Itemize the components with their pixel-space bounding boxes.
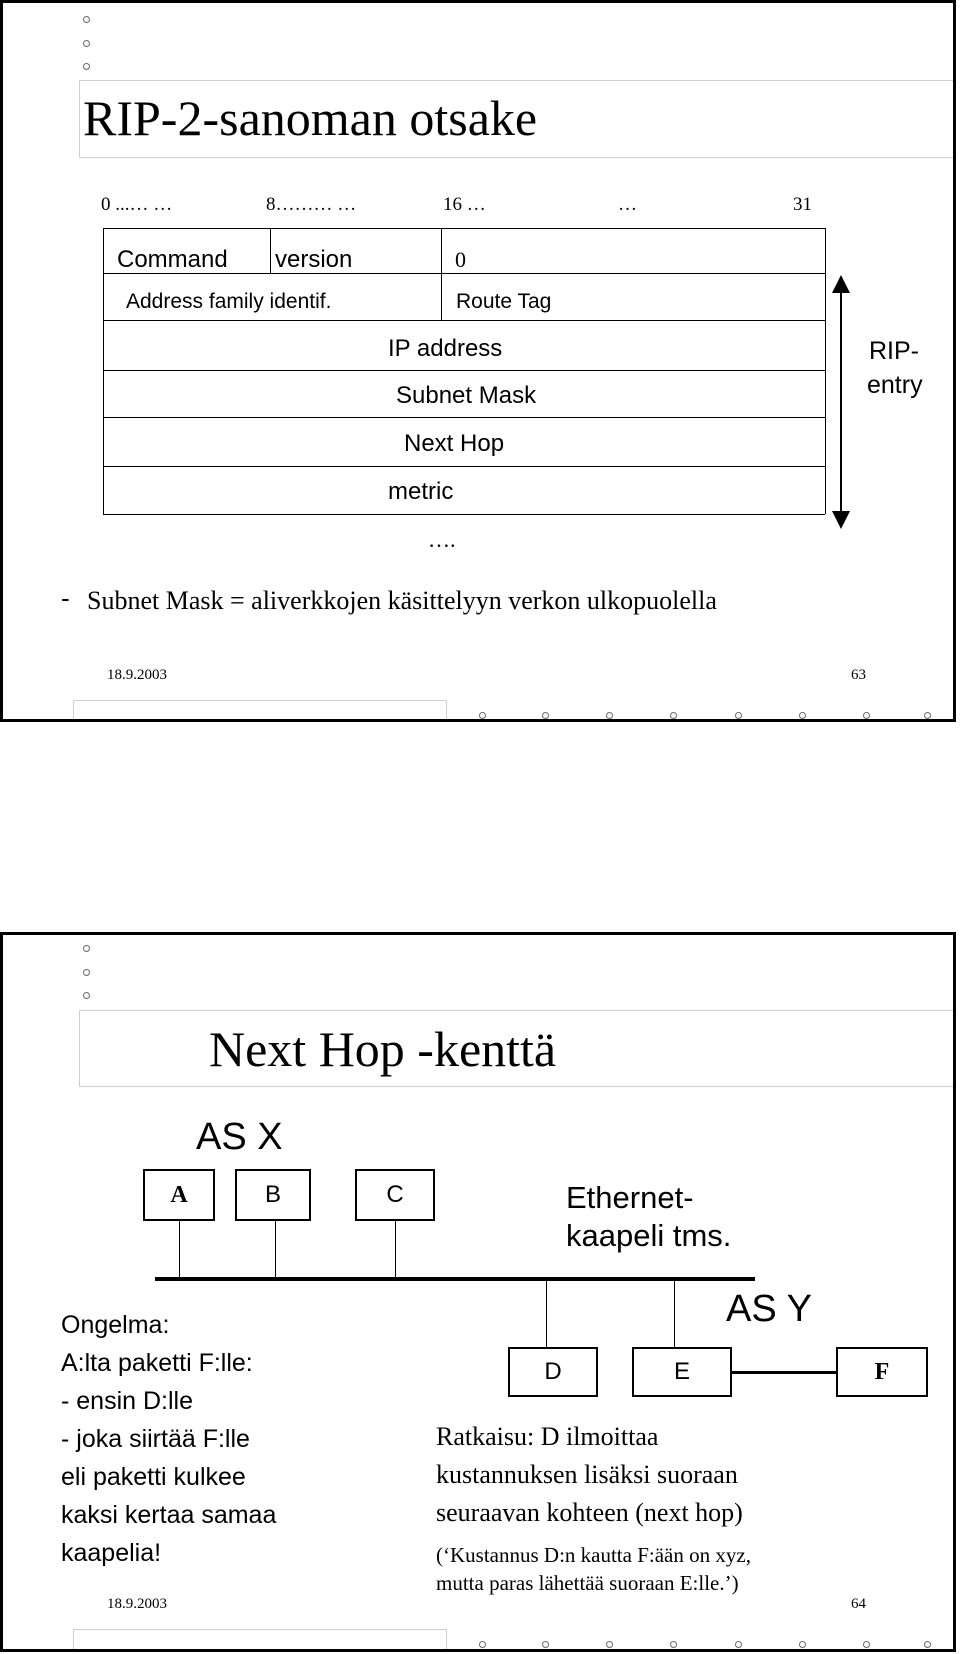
bit-label-8: 8……… … [266,194,357,215]
table-border-left [103,228,104,514]
table-row-divider [103,466,825,467]
decor-dot [735,1641,742,1648]
decor-dot [83,945,90,952]
decor-dot [606,1641,613,1648]
drop-cable [395,1221,396,1279]
field-subnet-mask: Subnet Mask [396,382,537,409]
host-b [235,1169,311,1221]
decor-dot [83,63,90,70]
field-next-hop: Next Hop [404,430,505,457]
note-line: mutta paras lähettää suoraan E:lle.’) [436,1571,739,1595]
drop-cable [674,1279,675,1347]
note-dash: - [61,583,70,613]
footer-date: 18.9.2003 [107,667,167,683]
footer-frame [73,700,447,722]
footer-date: 18.9.2003 [107,1596,167,1612]
as-y-label: AS Y [726,1288,812,1330]
solution-text [436,1418,743,1532]
host-a-label: A [170,1181,188,1208]
host-f-label: F [874,1358,890,1385]
rip-entry-label: entry [867,371,923,399]
solution-line: seuraavan kohteen (next hop) [436,1498,743,1527]
table-border-top [103,228,825,229]
field-route-tag: Route Tag [456,290,552,313]
host-e [632,1347,732,1397]
ethernet-label: Ethernet- [566,1180,694,1215]
bit-label-gap: … [618,194,637,215]
decor-dot [735,712,742,719]
rip-entry-label: RIP- [869,337,919,365]
table-row-divider [103,417,825,418]
problem-text [61,1306,276,1572]
field-zero: 0 [455,247,466,272]
table-row-divider [103,370,825,371]
field-ellipsis: …. [428,527,456,552]
host-d [508,1347,598,1397]
decor-dot [799,1641,806,1648]
decor-dot [799,712,806,719]
rip-entry-arrow [829,273,853,531]
ethernet-bus [155,1277,755,1281]
decor-dot [479,712,486,719]
slide-title: Next Hop -kenttä [209,1021,557,1077]
decor-dot [606,712,613,719]
drop-cable [179,1221,180,1279]
decor-dot [670,1641,677,1648]
bit-label-16: 16 … [443,194,486,215]
table-row-divider [103,320,825,321]
decor-dot [542,1641,549,1648]
note-text: Subnet Mask = aliverkkojen käsittelyyn verkon ulkopuolella [87,586,717,615]
problem-line: - ensin D:lle [61,1387,193,1415]
solution-line: kustannuksen lisäksi suoraan [436,1460,738,1489]
table-col-divider [270,228,271,273]
problem-line: kaksi kertaa samaa [61,1501,277,1529]
decor-dot [863,1641,870,1648]
table-col-divider [441,228,442,320]
note-line: (‘Kustannus D:n kautta F:ään on xyz, [436,1543,751,1567]
problem-line: - joka siirtää F:lle [61,1425,250,1453]
host-d-label: D [544,1358,562,1385]
field-command: Command [117,246,228,273]
solution-note [436,1541,751,1597]
slide-63 [0,0,956,722]
host-e-label: E [673,1358,690,1385]
problem-line: eli paketti kulkee [61,1463,246,1491]
problem-line: kaapelia! [61,1539,162,1567]
decor-dot [83,969,90,976]
link-e-f [732,1371,836,1374]
decor-dot [924,1641,931,1648]
footer-page-number: 63 [851,667,866,683]
footer-page-number: 64 [851,1596,866,1612]
as-x-label: AS X [196,1116,283,1158]
decor-dot [83,992,90,999]
drop-cable [275,1221,276,1279]
field-version: version [275,246,353,273]
solution-line: Ratkaisu: D ilmoittaa [436,1422,659,1451]
bit-label-0: 0 ...… … [101,194,173,215]
field-ip-address: IP address [388,335,503,362]
decor-dot [863,712,870,719]
host-f [836,1347,928,1397]
decor-dot [542,712,549,719]
decor-dot [479,1641,486,1648]
bit-label-31: 31 [793,194,812,215]
decor-dot [670,712,677,719]
footer-frame [73,1629,447,1652]
table-border-bottom [103,514,825,515]
field-metric: metric [388,478,454,505]
slide-64 [0,932,956,1652]
host-c-label: C [386,1181,404,1208]
problem-line: A:lta paketti F:lle: [61,1349,253,1377]
table-border-right [825,228,826,514]
host-b-label: B [264,1181,281,1208]
field-address-family: Address family identif. [126,290,332,313]
decor-dot [924,712,931,719]
host-a [143,1169,215,1221]
slide-title: RIP-2-sanoman otsake [83,90,538,146]
drop-cable [546,1279,547,1347]
decor-dot [83,16,90,23]
ethernet-label: kaapeli tms. [566,1218,732,1253]
host-c [355,1169,435,1221]
decor-dot [83,40,90,47]
problem-line: Ongelma: [61,1311,170,1339]
